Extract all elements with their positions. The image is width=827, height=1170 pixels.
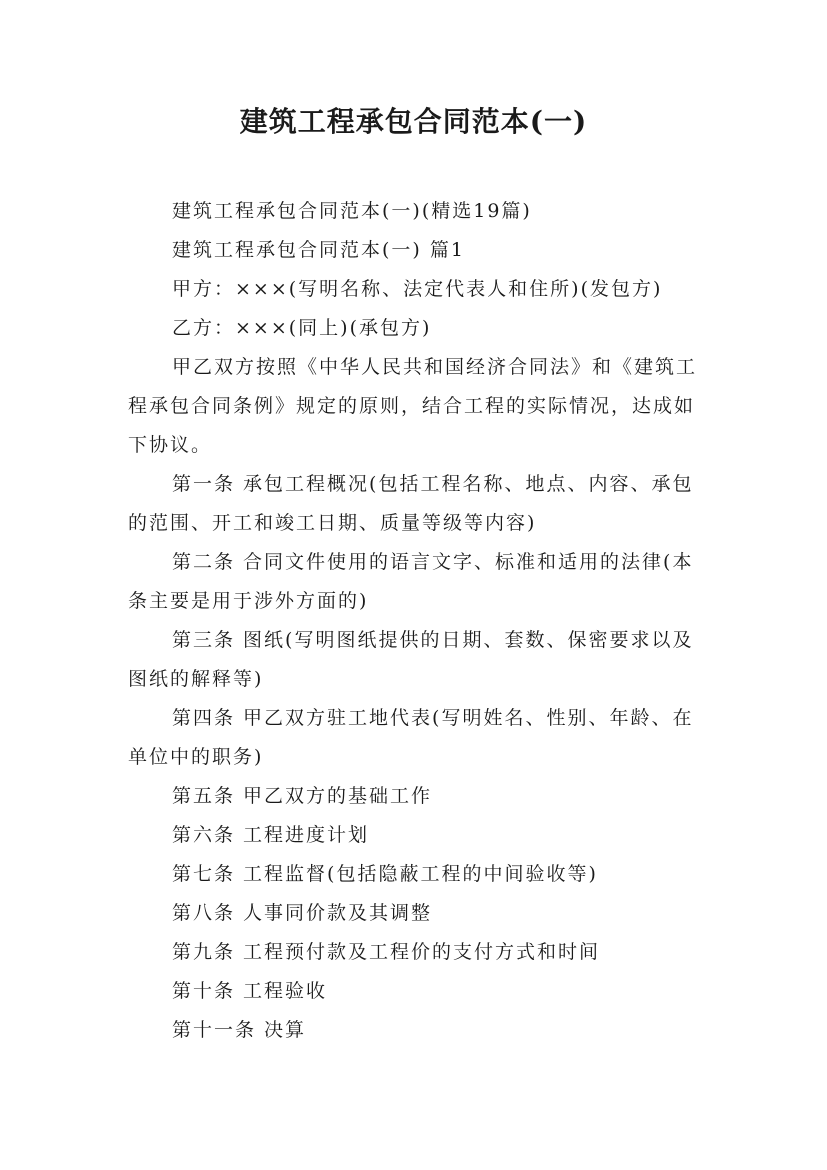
paragraph-party-b: 乙方：×××(同上)(承包方) [172,317,432,339]
article-7: 第七条 工程监督(包括隐蔽工程的中间验收等) [172,863,598,885]
article-4: 第四条 甲乙双方驻工地代表(写明姓名、性别、年龄、在单位中的职务) [128,707,694,768]
article-5: 第五条 甲乙双方的基础工作 [172,785,433,807]
article-9: 第九条 工程预付款及工程价的支付方式和时间 [172,941,601,963]
paragraph-preamble: 甲乙双方按照《中华人民共和国经济合同法》和《建筑工程承包合同条例》规定的原则，结合工程的实际情况，达成如下协议。 [128,356,698,456]
article-8: 第八条 人事同价款及其调整 [172,902,433,924]
article-2: 第二条 合同文件使用的语言文字、标准和适用的法律(本条主要是用于涉外方面的) [128,551,694,612]
paragraph-section-heading: 建筑工程承包合同范本(一) 篇1 [172,239,465,261]
article-11: 第十一条 决算 [172,1019,307,1041]
paragraph-party-a: 甲方：×××(写明名称、法定代表人和住所)(发包方) [172,278,663,300]
document-title: 建筑工程承包合同范本(一) [239,105,588,138]
paragraph-subtitle: 建筑工程承包合同范本(一)(精选19篇) [172,200,532,222]
article-6: 第六条 工程进度计划 [172,824,370,846]
article-10: 第十条 工程验收 [172,980,328,1002]
article-3: 第三条 图纸(写明图纸提供的日期、套数、保密要求以及图纸的解释等) [128,629,694,690]
document-body [128,192,713,1050]
article-1: 第一条 承包工程概况(包括工程名称、地点、内容、承包的范围、开工和竣工日期、质量等级等内容) [128,473,694,534]
